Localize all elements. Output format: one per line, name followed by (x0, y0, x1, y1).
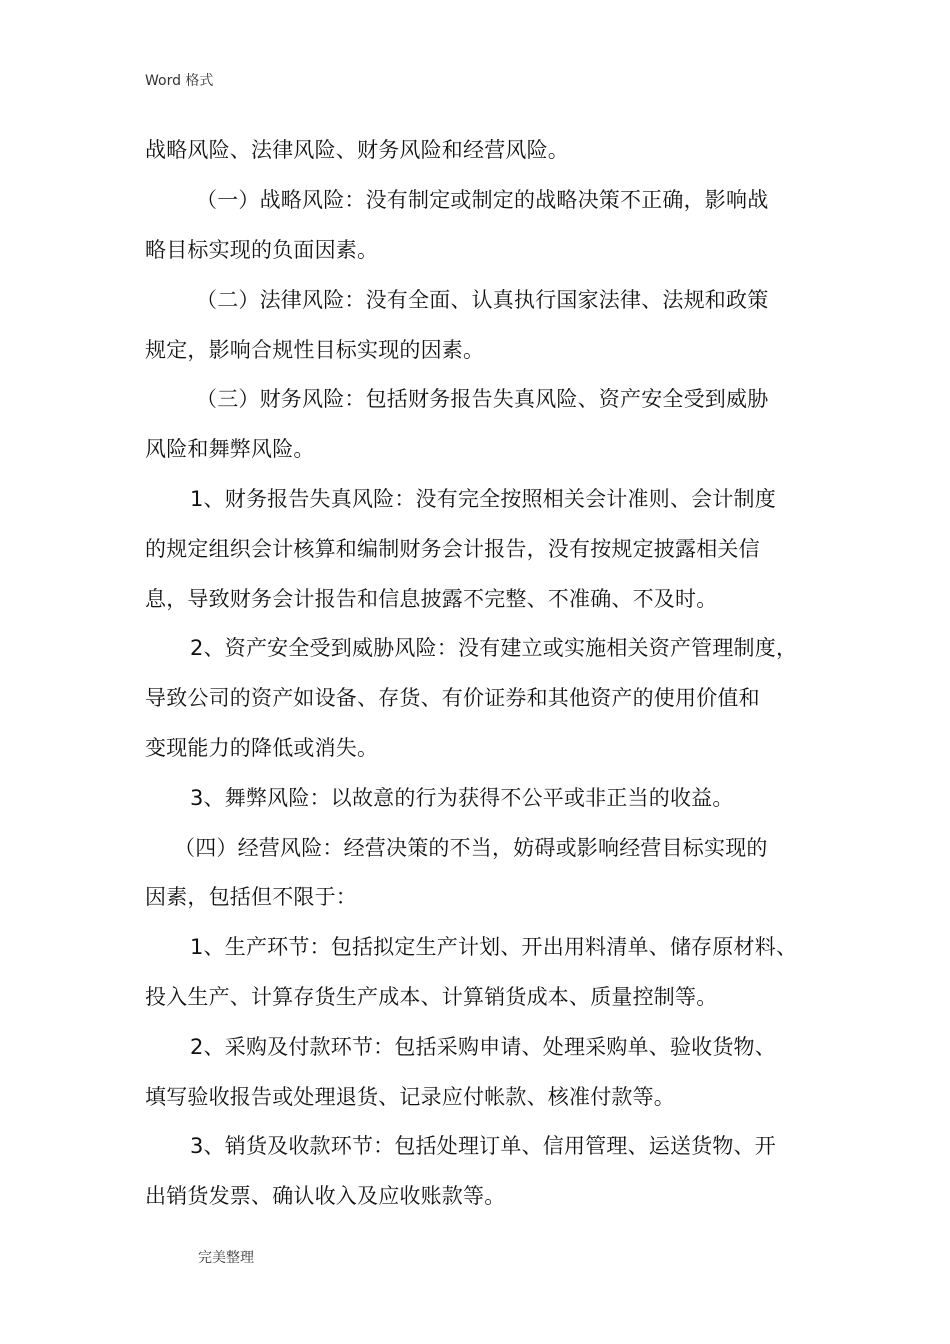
text-line: 3、销货及收款环节：包括处理订单、信用管理、运送货物、开 (190, 1134, 776, 1158)
text-line: 战略风险、法律风险、财务风险和经营风险。 (145, 138, 569, 162)
text-line: （一）战略风险：没有制定或制定的战略决策不正确，影响战 (196, 188, 769, 212)
text-line: 因素，包括但不限于： (145, 885, 357, 909)
page-header: Word 格式 (145, 73, 214, 89)
text-line: 出销货发票、确认收入及应收账款等。 (145, 1184, 506, 1208)
text-line: （二）法律风险：没有全面、认真执行国家法律、法规和政策 (196, 288, 769, 312)
text-line: 导致公司的资产如设备、存货、有价证券和其他资产的使用价值和 (145, 686, 760, 710)
text-line: 规定，影响合规性目标实现的因素。 (145, 338, 485, 362)
text-line: 1、财务报告失真风险：没有完全按照相关会计准则、会计制度 (190, 487, 776, 511)
text-line: 3、舞弊风险：以故意的行为获得不公平或非正当的收益。 (190, 786, 734, 810)
text-line: 变现能力的降低或消失。 (145, 736, 379, 760)
text-line: 2、资产安全受到威胁风险：没有建立或实施相关资产管理制度， (190, 636, 798, 660)
text-line: 略目标实现的负面因素。 (145, 238, 379, 262)
text-line: 投入生产、计算存货生产成本、计算销货成本、质量控制等。 (145, 985, 718, 1009)
text-line: 填写验收报告或处理退货、记录应付帐款、核准付款等。 (145, 1085, 675, 1109)
text-line: （三）财务风险：包括财务报告失真风险、资产安全受到威胁 (196, 387, 769, 411)
text-line: 风险和舞弊风险。 (145, 437, 315, 461)
text-line: 2、采购及付款环节：包括采购申请、处理采购单、验收货物、 (190, 1035, 776, 1059)
text-line: 的规定组织会计核算和编制财务会计报告，没有按规定披露相关信 (145, 537, 760, 561)
text-line: 息，导致财务会计报告和信息披露不完整、不准确、不及时。 (145, 587, 718, 611)
text-line: 1、生产环节：包括拟定生产计划、开出用料清单、储存原材料、 (190, 935, 798, 959)
page-footer: 完美整理 (198, 1250, 254, 1266)
text-line: （四）经营风险：经营决策的不当，妨碍或影响经营目标实现的 (174, 836, 768, 860)
